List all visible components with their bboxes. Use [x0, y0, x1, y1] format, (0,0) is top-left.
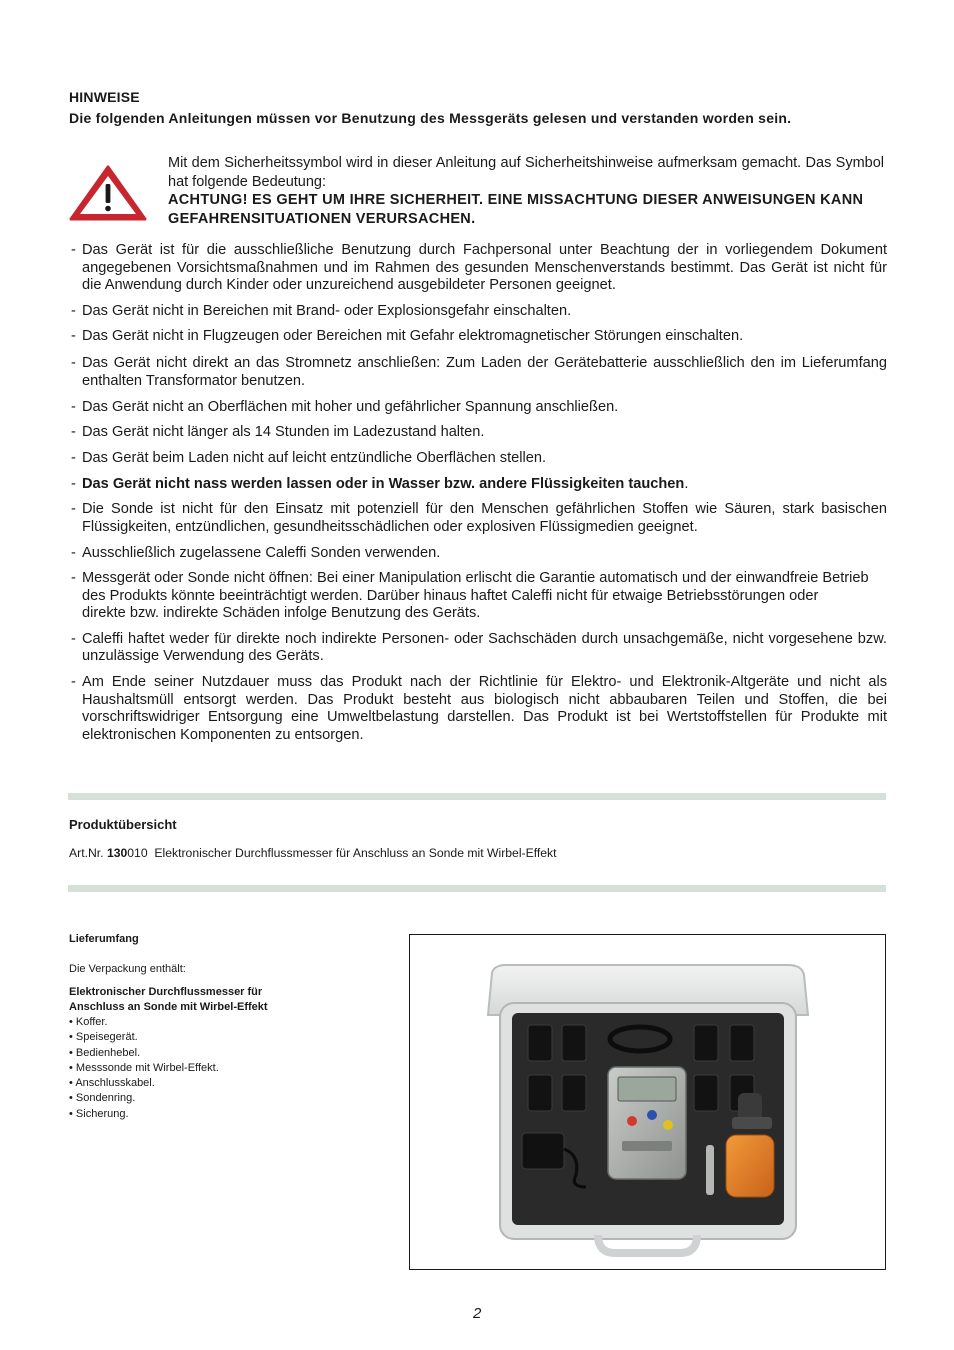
list-item: • Anschlusskabel.: [69, 1076, 219, 1091]
scope-items-list: [69, 1015, 219, 1122]
list-item: • Koffer.: [69, 1015, 219, 1030]
safety-caution: ACHTUNG! ES GEHT UM IHRE SICHERHEIT. EINE MISSACHTUNG DIESER ANWEISUNGEN KANN GEFAHRENSITUATIONEN VERURSACHEN.: [168, 192, 864, 227]
page-number: 2: [473, 1305, 482, 1322]
notes-subheading: Die folgenden Anleitungen müssen vor Benutzung des Messgeräts gelesen und verstanden worden sein.: [69, 110, 792, 126]
warning-triangle-icon: [68, 164, 148, 222]
list-item: - Das Gerät nicht nass werden lassen oder in Wasser bzw. andere Flüssigkeiten tauchen.: [71, 475, 689, 492]
section-divider: [68, 885, 886, 892]
list-item: • Sondenring.: [69, 1091, 219, 1106]
safety-intro: Mit dem Sicherheitssymbol wird in dieser Anleitung auf Sicherheitshinweise aufmerksam gemacht. Das Symbol hat folgende Bedeutung:: [168, 155, 884, 190]
list-item: - Das Gerät nicht direkt an das Stromnetz anschließen: Zum Laden der Gerätebatterie ausschließlich den im Lieferumfang enthalten Transformator benutzen.: [71, 355, 887, 389]
list-item: - Die Sonde ist nicht für den Einsatz mit potenziell für den Menschen gefährlichen Stoffen wie Säuren, stark basischen Flüssigkeiten, entzündlichen, gesundheitsschädlichen oder explosiven Flüssigmedien geeignet.: [71, 501, 887, 535]
list-item: - Das Gerät nicht in Flugzeugen oder Bereichen mit Gefahr elektromagnetischer Störungen einschalten.: [71, 328, 744, 345]
product-overview-title: Produktübersicht: [69, 817, 177, 832]
product-article-line: Art.Nr. 130010 Elektronischer Durchflussmesser für Anschluss an Sonde mit Wirbel-Effekt: [69, 846, 557, 860]
list-item: - Das Gerät nicht länger als 14 Stunden im Ladezustand halten.: [71, 424, 485, 441]
list-item: • Sicherung.: [69, 1107, 219, 1122]
carry-case-illustration: [410, 935, 885, 1269]
scope-product-name: Elektronischer Durchflussmesser für Anschluss an Sonde mit Wirbel-Effekt: [69, 986, 268, 1013]
product-photo-frame: [409, 934, 886, 1270]
list-item: - Das Gerät nicht an Oberflächen mit hoher und gefährlicher Spannung anschließen.: [71, 398, 619, 415]
scope-intro: Die Verpackung enthält:: [69, 963, 186, 975]
notes-heading: HINWEISE: [69, 89, 140, 105]
list-item: - Messgerät oder Sonde nicht öffnen: Bei einer Manipulation erlischt die Garantie automatisch und der einwandfreie Betrieb des Produkts könnte beeinträchtigt werden. Darüber hinaus haftet Caleffi nicht für etwaige Betriebsstörungen oder direkte bzw. indirekte Schäden infolge Benutzung des Geräts.: [71, 570, 869, 622]
safety-rules-list: [69, 242, 887, 752]
list-item: • Bedienhebel.: [69, 1046, 219, 1061]
safety-explanation: [168, 154, 884, 228]
list-item: - Am Ende seiner Nutzdauer muss das Produkt nach der Richtlinie für Elektro- und Elektronik-Altgeräte und nicht als Haushaltsmüll entsorgt werden. Das Produkt besteht aus biologisch nicht abbaubaren Teilen und Stoffen, die bei vorschriftswidriger Entsorgung eine Umweltbelastung darstellen. Das Produkt ist bei Wertstoffstellen für Produkte mit elektronischen Komponenten zu entsorgen.: [71, 674, 887, 743]
list-item: - Das Gerät nicht in Bereichen mit Brand- oder Explosionsgefahr einschalten.: [71, 302, 572, 319]
list-item: • Messsonde mit Wirbel-Effekt.: [69, 1061, 219, 1076]
scope-title: Lieferumfang: [69, 933, 139, 945]
list-item: - Das Gerät ist für die ausschließliche Benutzung durch Fachpersonal unter Beachtung der in vorliegendem Dokument angegebenen Vorsichtsmaßnahmen und im Rahmen des gesunden Menschenverstands bestimmt. Das Gerät ist nicht für die Anwendung durch Kinder oder unzureichend ausgebildeter Personen geeignet.: [71, 242, 887, 293]
section-divider: [68, 793, 886, 800]
list-item: - Das Gerät beim Laden nicht auf leicht entzündliche Oberflächen stellen.: [71, 449, 547, 466]
list-item: - Caleffi haftet weder für direkte noch indirekte Personen- oder Sachschäden durch unsachgemäße, nicht vorgesehene bzw. unzulässige Verwendung des Geräts.: [71, 630, 887, 665]
list-item: • Speisegerät.: [69, 1030, 219, 1045]
list-item: - Ausschließlich zugelassene Caleffi Sonden verwenden.: [71, 544, 441, 561]
